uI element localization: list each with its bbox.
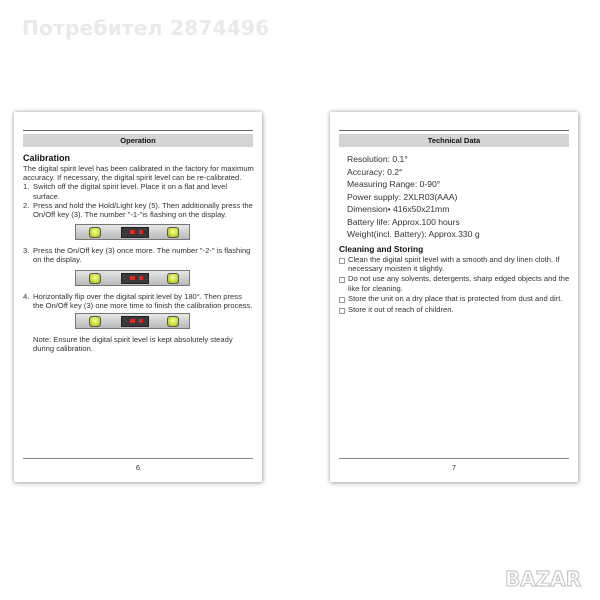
cleaning-title: Cleaning and Storing xyxy=(339,243,424,254)
step-1 xyxy=(23,182,254,200)
checkbox-bullet-icon xyxy=(339,308,345,314)
intro-paragraph: The digital spirit level has been calibrated in the factory for maximum accuracy. If necessary, the digital spirit level can be re-calibrated. xyxy=(23,164,254,183)
calibration-note: Note: Ensure the digital spirit level is kept absolutely steady during calibration. xyxy=(33,335,233,354)
spec-resolution: Resolution: 0.1° xyxy=(347,154,408,164)
step-number: 4. xyxy=(23,291,30,301)
checkbox-bullet-icon xyxy=(339,277,345,283)
section-header: Technical Data xyxy=(339,134,569,147)
page-content xyxy=(339,153,570,315)
cleaning-item xyxy=(339,274,570,293)
bubble-vial-icon xyxy=(167,273,179,284)
step-3 xyxy=(23,246,254,264)
footer-rule xyxy=(339,458,569,459)
step-2 xyxy=(23,201,254,219)
section-title: Calibration xyxy=(23,153,71,163)
spec-measuring-range: Measuring Range: 0-90° xyxy=(347,179,441,189)
step-number: 3. xyxy=(23,246,30,256)
bubble-vial-icon xyxy=(167,316,179,327)
cleaning-item-text: Do not use any solvents, detergents, sharp edged objects and the like for cleaning. xyxy=(348,274,570,293)
cleaning-item-text: Store the unit on a dry place that is protected from dust and dirt. xyxy=(348,294,563,304)
bubble-vial-icon xyxy=(89,227,101,238)
step-text: Switch off the digital spirit level. Place it on a flat and level surface. xyxy=(33,182,228,201)
step-text: Press and hold the Hold/Light key (5). Then additionally press the On/Off key (3). The number "-1-"is flashing on the display. xyxy=(33,200,253,220)
level-display xyxy=(121,273,149,284)
bubble-vial-icon xyxy=(89,273,101,284)
checkbox-bullet-icon xyxy=(339,258,345,264)
page-number: 7 xyxy=(451,463,457,472)
step-text: Press the On/Off key (3) once more. The number "-2-" is flashing on the display. xyxy=(33,246,251,265)
bubble-vial-icon xyxy=(89,316,101,327)
logo-text: BAZAR xyxy=(505,567,582,590)
spirit-level-illustration xyxy=(75,270,190,287)
step-number: 1. xyxy=(23,182,30,192)
spec-battery-life: Battery life: Approx.100 hours xyxy=(347,216,460,227)
spirit-level-illustration xyxy=(75,313,190,330)
manual-page-left xyxy=(14,112,262,482)
spec-dimension: Dimension• 416x50x21mm xyxy=(347,204,450,214)
cleaning-item xyxy=(339,294,570,303)
header-rule xyxy=(339,130,569,131)
cleaning-item xyxy=(339,255,570,274)
header-rule xyxy=(23,130,253,131)
spec-list xyxy=(339,153,570,241)
watermark: Потребител 2874496 xyxy=(22,16,270,40)
level-display xyxy=(121,227,149,238)
cleaning-item-text: Clean the digital spirit level with a smooth and dry linen cloth. If necessary moisten it slightly. xyxy=(348,254,560,273)
bubble-vial-icon xyxy=(167,227,179,238)
checkbox-bullet-icon xyxy=(339,297,345,303)
footer-rule xyxy=(23,458,253,459)
bazar-logo-icon xyxy=(505,564,589,590)
spec-power-supply: Power supply: 2XLR03(AAA) xyxy=(347,191,458,202)
step-number: 2. xyxy=(23,200,30,210)
display-key-icon xyxy=(139,230,143,234)
page-content xyxy=(23,153,254,353)
display-key-icon xyxy=(139,319,143,323)
spec-accuracy: Accuracy: 0.2° xyxy=(347,166,403,177)
page-number: 6 xyxy=(135,463,141,472)
section-header: Operation xyxy=(23,134,253,147)
spirit-level-illustration xyxy=(75,224,190,241)
level-display xyxy=(121,316,149,327)
cleaning-item-text: Store it out of reach of children. xyxy=(348,304,454,314)
spec-weight: Weight(incl. Battery): Approx.330 g xyxy=(347,229,480,239)
display-key-icon xyxy=(139,276,143,280)
step-text: Horizontally flip over the digital spirit level by 180°. Then press the On/Off key (3) one more time to finish the calibration process. xyxy=(33,291,253,310)
step-4 xyxy=(23,292,254,310)
cleaning-item xyxy=(339,305,570,314)
manual-page-right xyxy=(330,112,578,482)
